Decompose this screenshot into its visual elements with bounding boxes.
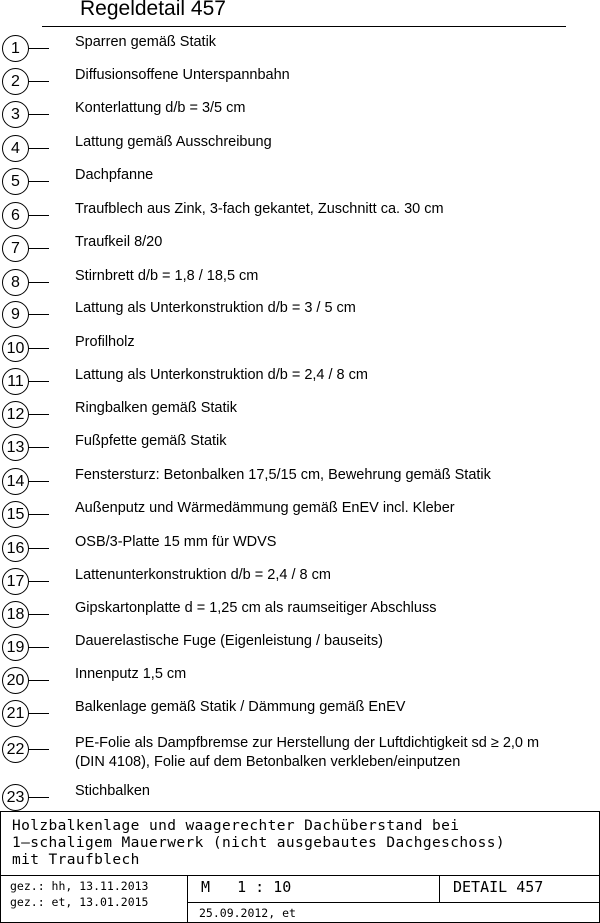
item-number-marker: 15 <box>2 501 29 528</box>
plot-date: 25.09.2012, et <box>199 906 296 920</box>
item-number-marker: 17 <box>2 568 29 595</box>
item-number-marker: 21 <box>2 700 29 727</box>
leader-line <box>29 348 49 349</box>
item-text: Lattenunterkonstruktion d/b = 2,4 / 8 cm <box>75 567 331 583</box>
item-number-marker: 1 <box>2 35 29 62</box>
item-text: PE-Folie als Dampfbremse zur Herstellung der Luftdichtigkeit sd ≥ 2,0 m <box>75 735 540 751</box>
leader-line <box>29 381 49 382</box>
item-number-marker: 20 <box>2 667 29 694</box>
item-text: Diffusionsoffene Unterspannbahn <box>75 67 290 83</box>
item-text: Gipskartonplatte d = 1,25 cm als raumseitiger Abschluss <box>75 600 437 616</box>
leader-line <box>29 148 49 149</box>
leader-line <box>29 581 49 582</box>
drawing-description <box>12 818 505 869</box>
item-number-marker: 6 <box>2 202 29 229</box>
drawn-by: gez.: hh, 13.11.2013 <box>10 879 149 893</box>
leader-line <box>29 548 49 549</box>
item-number-marker: 23 <box>2 784 29 811</box>
leader-line <box>29 314 49 315</box>
item-text: Traufkeil 8/20 <box>75 234 163 250</box>
item-text: Lattung als Unterkonstruktion d/b = 3 / 5 cm <box>75 300 356 316</box>
item-text-continued: (DIN 4108), Folie auf dem Betonbalken verkleben/einputzen <box>75 754 461 770</box>
item-number-marker: 22 <box>2 736 29 763</box>
leader-line <box>29 481 49 482</box>
item-text: Balkenlage gemäß Statik / Dämmung gemäß EnEV <box>75 699 406 715</box>
leader-line <box>29 181 49 182</box>
item-number-marker: 16 <box>2 535 29 562</box>
leader-line <box>29 48 49 49</box>
leader-line <box>29 797 49 798</box>
item-number-marker: 11 <box>2 368 29 395</box>
leader-line <box>29 114 49 115</box>
item-text: Dauerelastische Fuge (Eigenleistung / bauseits) <box>75 633 383 649</box>
item-text: Lattung als Unterkonstruktion d/b = 2,4 / 8 cm <box>75 367 368 383</box>
leader-line <box>29 647 49 648</box>
item-text: Stirnbrett d/b = 1,8 / 18,5 cm <box>75 268 259 284</box>
detail-number: DETAIL 457 <box>453 878 544 896</box>
item-text: Stichbalken <box>75 783 150 799</box>
item-text: OSB/3-Platte 15 mm für WDVS <box>75 534 277 550</box>
leader-line <box>29 81 49 82</box>
description-line: mit Traufblech <box>12 852 140 868</box>
scale: M 1 : 10 <box>201 878 292 896</box>
item-text: Ringbalken gemäß Statik <box>75 400 237 416</box>
item-number-marker: 10 <box>2 335 29 362</box>
leader-line <box>29 414 49 415</box>
item-text: Sparren gemäß Statik <box>75 34 217 50</box>
item-number-marker: 7 <box>2 235 29 262</box>
item-number-marker: 14 <box>2 468 29 495</box>
leader-line <box>29 680 49 681</box>
title-block-divider <box>187 902 599 903</box>
title-block-divider <box>187 875 188 922</box>
title-block-divider <box>1 875 599 876</box>
leader-line <box>29 713 49 714</box>
item-number-marker: 8 <box>2 269 29 296</box>
item-number-marker: 4 <box>2 135 29 162</box>
item-text: Innenputz 1,5 cm <box>75 666 187 682</box>
leader-line <box>29 614 49 615</box>
item-text: Lattung gemäß Ausschreibung <box>75 134 272 150</box>
leader-line <box>29 282 49 283</box>
item-number-marker: 5 <box>2 168 29 195</box>
item-text: Dachpfanne <box>75 167 154 183</box>
item-number-marker: 18 <box>2 601 29 628</box>
page-title: Regeldetail 457 <box>80 0 226 20</box>
item-text: Fenstersturz: Betonbalken 17,5/15 cm, Bewehrung gemäß Statik <box>75 467 491 483</box>
item-text: Profilholz <box>75 334 135 350</box>
leader-line <box>29 248 49 249</box>
item-number-marker: 12 <box>2 401 29 428</box>
title-block-divider <box>439 875 440 902</box>
revised-by: gez.: et, 13.01.2015 <box>10 895 149 909</box>
item-text: Fußpfette gemäß Statik <box>75 433 227 449</box>
item-number-marker: 9 <box>2 301 29 328</box>
item-number-marker: 19 <box>2 634 29 661</box>
item-text: Konterlattung d/b = 3/5 cm <box>75 100 246 116</box>
item-number-marker: 13 <box>2 434 29 461</box>
item-text: Außenputz und Wärmedämmung gemäß EnEV incl. Kleber <box>75 500 455 516</box>
leader-line <box>29 514 49 515</box>
item-number-marker: 3 <box>2 101 29 128</box>
description-line: Holzbalkenlage und waagerechter Dachüberstand bei <box>12 818 460 834</box>
leader-line <box>29 749 49 750</box>
title-block <box>0 811 600 923</box>
leader-line <box>29 447 49 448</box>
item-text: Traufblech aus Zink, 3-fach gekantet, Zuschnitt ca. 30 cm <box>75 201 444 217</box>
leader-line <box>29 215 49 216</box>
item-number-marker: 2 <box>2 68 29 95</box>
description-line: 1—schaligem Mauerwerk (nicht ausgebautes Dachgeschoss) <box>12 835 506 851</box>
